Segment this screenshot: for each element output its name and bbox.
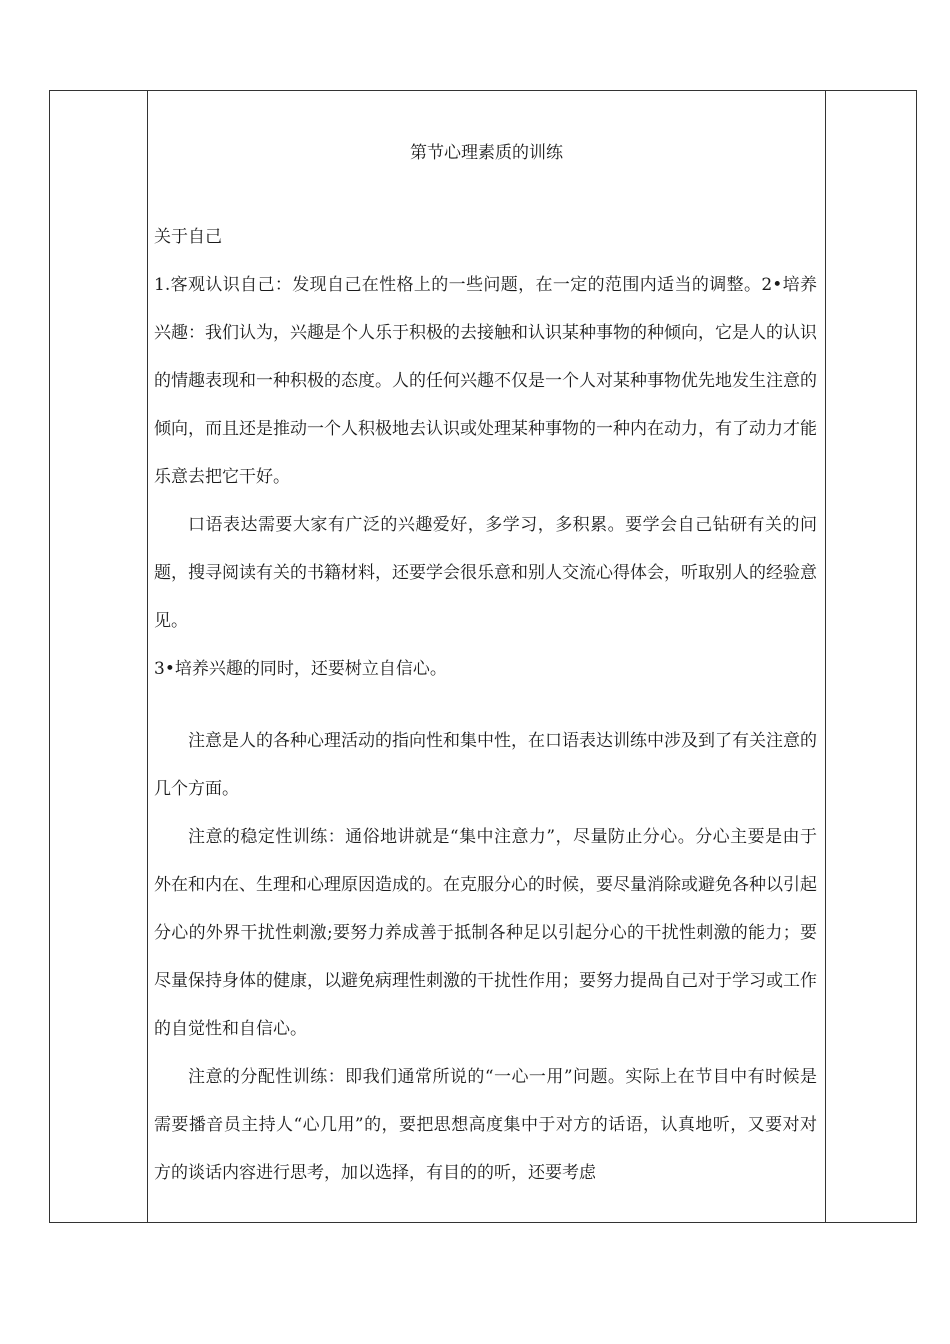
document-title: 第节心理素质的训练: [410, 143, 563, 163]
document-body: [154, 213, 817, 1197]
table-right-column: [825, 91, 916, 1222]
paragraph-interests: 口语表达需要大家有广泛的兴趣爱好，多学习，多积累。要学会自己钻研有关的问题，搜寻阅读有关的书籍材料，还要学会很乐意和别人交流心得体会，听取别人的经验意见。: [154, 515, 817, 631]
paragraph-gap: [154, 693, 817, 717]
paragraph-attention-intro: 注意是人的各种心理活动的指向性和集中性，在口语表达训练中涉及到了有关注意的几个方面。: [154, 731, 817, 799]
table-content-column: [148, 91, 825, 1222]
paragraph-attention-stability: 注意的稳定性训练：通俗地讲就是“集中注意力”，尽量防止分心。分心主要是由于外在和内在、生理和心理原因造成的。在克服分心的时候，要尽量消除或避免各种以引起分心的外界干扰性刺激;要努力养成善于抵制各种足以引起分心的干扰性刺激的能力；要尽量保持身体的健康，以避免病理性刺激的干扰性作用；要努力提咼自己对于学习或工作的自觉性和自信心。: [154, 827, 817, 1039]
paragraph-confidence: 3•培养兴趣的同时，还要树立自信心。: [154, 659, 447, 679]
section-heading: 关于自己: [154, 227, 222, 247]
paragraph-attention-distribution: 注意的分配性训练：即我们通常所说的“一心一用”问题。实际上在节目中有时候是需要播音员主持人“心几用”的，要把思想高度集中于对方的话语，认真地听，又要对对方的谈话内容进行思考，加以选择，有目的的听，还要考虑: [154, 1067, 817, 1183]
paragraph-self-awareness: 1.客观认识自己：发现自己在性格上的一些问题，在一定的范围内适当的调整。2•培养兴趣：我们认为，兴趣是个人乐于积极的去接触和认识某种事物的种倾向，它是人的认识的情趣表现和一种积极的态度。人的任何兴趣不仅是一个人对某种事物优先地发生注意的倾向，而且还是推动一个人积极地去认识或处理某种事物的一种内在动力，有了动力才能乐意去把它干好。: [154, 275, 817, 487]
table-left-column: [50, 91, 148, 1222]
document-table: [49, 90, 917, 1223]
